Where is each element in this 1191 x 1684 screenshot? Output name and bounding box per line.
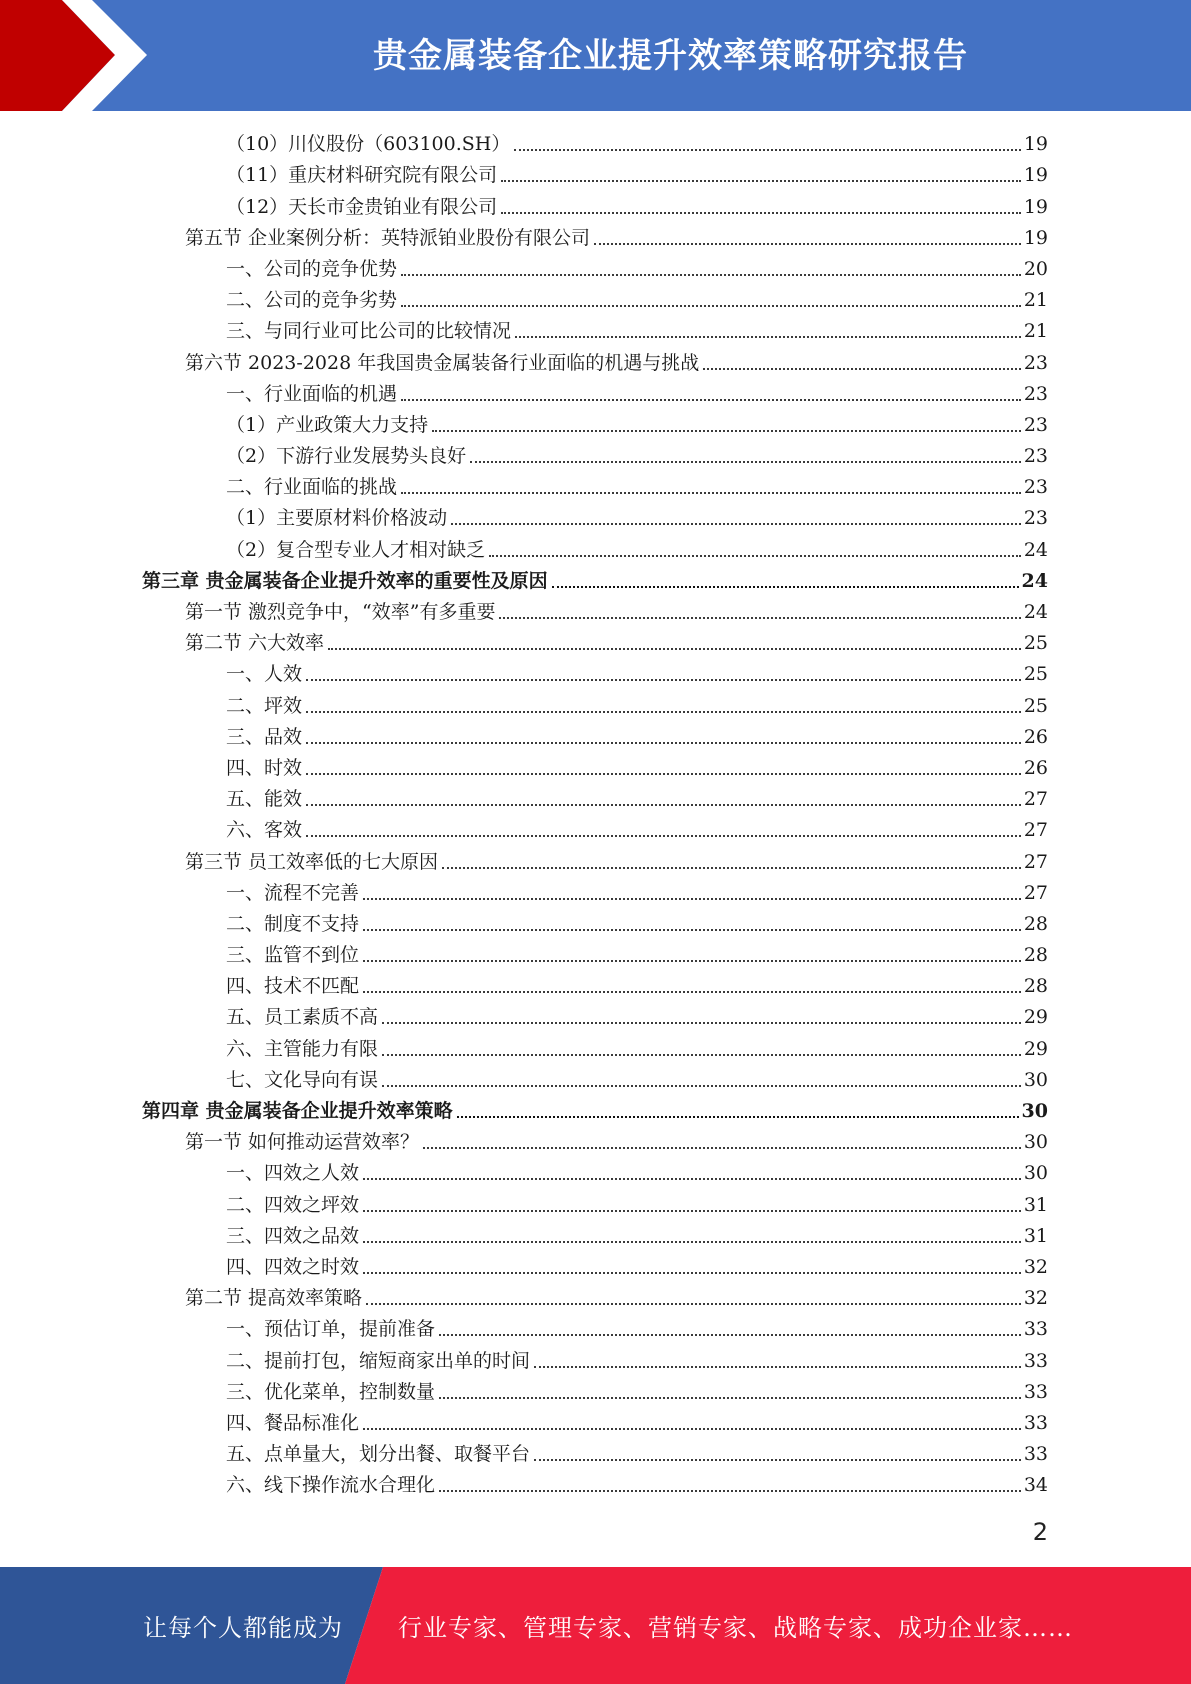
toc-entry[interactable] xyxy=(0,532,1191,563)
toc-entry[interactable] xyxy=(0,938,1191,969)
dot-leader xyxy=(306,804,1021,806)
toc-entry[interactable] xyxy=(0,844,1191,875)
toc-entry-label: 三、监管不到位 xyxy=(226,944,360,967)
toc-entry-label: 三、四效之品效 xyxy=(226,1224,360,1247)
toc-entry-label: 一、人效 xyxy=(226,663,303,686)
toc-entry-label: 第四章 贵金属装备企业提升效率策略 xyxy=(142,1100,453,1122)
toc-entry-page: 21 xyxy=(1023,320,1048,343)
toc-entry-page: 23 xyxy=(1023,476,1048,499)
dot-leader xyxy=(439,1490,1021,1492)
toc-entry-page: 23 xyxy=(1023,445,1048,468)
dot-leader xyxy=(442,867,1021,869)
toc-entry-label: （1）产业政策大力支持 xyxy=(226,413,429,436)
toc-entry-page: 28 xyxy=(1023,912,1048,935)
toc-entry-label: 五、点单量大，划分出餐、取餐平台 xyxy=(226,1443,531,1466)
toc-entry-page: 34 xyxy=(1023,1474,1048,1497)
dot-leader xyxy=(594,243,1021,245)
dot-leader xyxy=(432,430,1021,432)
toc-entry-page: 32 xyxy=(1023,1255,1048,1278)
footer-slogan-left: 让每个人都能成为 xyxy=(143,1614,343,1642)
toc-entry[interactable] xyxy=(0,1281,1191,1312)
toc-entry[interactable] xyxy=(0,1094,1191,1125)
toc-entry-page: 19 xyxy=(1023,226,1048,249)
toc-entry[interactable] xyxy=(0,314,1191,345)
toc-entry-page: 33 xyxy=(1023,1318,1048,1341)
toc-entry[interactable] xyxy=(0,1406,1191,1437)
toc-entry-page: 21 xyxy=(1023,289,1048,312)
dot-leader xyxy=(401,399,1021,401)
toc-entry[interactable] xyxy=(0,345,1191,376)
toc-entry-label: 三、品效 xyxy=(226,725,303,748)
toc-entry[interactable] xyxy=(0,501,1191,532)
toc-entry[interactable] xyxy=(0,1063,1191,1094)
toc-entry-page: 23 xyxy=(1023,507,1048,530)
toc-entry-label: （12）天长市金贵铂业有限公司 xyxy=(226,195,498,218)
toc-entry-label: 一、公司的竞争优势 xyxy=(226,257,398,280)
toc-entry[interactable] xyxy=(0,782,1191,813)
footer-slogan-right: 行业专家、管理专家、营销专家、战略专家、成功企业家…… xyxy=(398,1614,1073,1642)
toc-entry[interactable] xyxy=(0,1375,1191,1406)
toc-entry[interactable] xyxy=(0,439,1191,470)
dot-leader xyxy=(401,492,1021,494)
toc-entry[interactable] xyxy=(0,127,1191,158)
dot-leader xyxy=(451,523,1021,525)
toc-entry-page: 27 xyxy=(1023,881,1048,904)
dot-leader xyxy=(703,368,1021,370)
toc-entry-page: 25 xyxy=(1023,632,1048,655)
dot-leader xyxy=(382,1022,1021,1024)
toc-entry-label: 二、行业面临的挑战 xyxy=(226,476,398,499)
header-arrow-decoration xyxy=(0,0,160,111)
toc-entry-label: 六、线下操作流水合理化 xyxy=(226,1474,436,1497)
page-number: 2 xyxy=(1032,1518,1048,1546)
toc-entry-label: 四、技术不匹配 xyxy=(226,975,360,998)
toc-entry-page: 27 xyxy=(1023,850,1048,873)
report-title: 贵金属装备企业提升效率策略研究报告 xyxy=(373,35,968,76)
toc-entry[interactable] xyxy=(0,1156,1191,1187)
toc-entry-page: 19 xyxy=(1023,164,1048,187)
dot-leader xyxy=(306,835,1021,837)
toc-entry-page: 25 xyxy=(1023,663,1048,686)
toc-entry-page: 33 xyxy=(1023,1443,1048,1466)
toc-entry[interactable] xyxy=(0,720,1191,751)
toc-entry-label: 第六节 2023-2028 年我国贵金属装备行业面临的机遇与挑战 xyxy=(185,351,700,374)
dot-leader xyxy=(489,555,1021,557)
dot-leader xyxy=(401,274,1021,276)
toc-entry-page: 26 xyxy=(1023,756,1048,779)
dot-leader xyxy=(470,461,1021,463)
dot-leader xyxy=(363,1178,1021,1180)
toc-entry[interactable] xyxy=(0,1219,1191,1250)
dot-leader xyxy=(363,1428,1021,1430)
toc-entry-label: （10）川仪股份（603100.SH） xyxy=(226,133,511,156)
toc-entry[interactable] xyxy=(0,1031,1191,1062)
toc-entry[interactable] xyxy=(0,1125,1191,1156)
dot-leader xyxy=(552,586,1019,588)
toc-entry-page: 28 xyxy=(1023,975,1048,998)
toc-entry-label: 二、坪效 xyxy=(226,694,303,717)
dot-leader xyxy=(382,1085,1021,1087)
toc-entry[interactable] xyxy=(0,626,1191,657)
toc-entry-label: 三、优化菜单，控制数量 xyxy=(226,1380,436,1403)
toc-entry[interactable] xyxy=(0,283,1191,314)
toc-entry[interactable] xyxy=(0,688,1191,719)
toc-entry[interactable] xyxy=(0,751,1191,782)
toc-entry-page: 33 xyxy=(1023,1411,1048,1434)
toc-entry-page: 28 xyxy=(1023,944,1048,967)
dot-leader xyxy=(501,212,1021,214)
dot-leader xyxy=(499,617,1020,619)
dot-leader xyxy=(457,1116,1019,1118)
dot-leader xyxy=(328,648,1021,650)
toc-entry-label: 第五节 企业案例分析：英特派铂业股份有限公司 xyxy=(185,226,591,249)
toc-entry-page: 27 xyxy=(1023,819,1048,842)
toc-entry-label: 六、客效 xyxy=(226,819,303,842)
toc-entry-page: 23 xyxy=(1023,351,1048,374)
dot-leader xyxy=(306,742,1021,744)
toc-entry-label: 第一节 如何推动运营效率？ xyxy=(185,1131,420,1154)
toc-entry-label: 二、制度不支持 xyxy=(226,912,360,935)
toc-entry-page: 26 xyxy=(1023,725,1048,748)
toc-entry-label: 三、与同行业可比公司的比较情况 xyxy=(226,320,512,343)
dot-leader xyxy=(439,1397,1021,1399)
toc-entry-page: 24 xyxy=(1023,601,1048,623)
toc-entry-label: （2）下游行业发展势头良好 xyxy=(226,445,467,468)
toc-entry[interactable] xyxy=(0,470,1191,501)
toc-entry-label: 二、四效之坪效 xyxy=(226,1193,360,1216)
toc-entry-label: 四、餐品标准化 xyxy=(226,1411,360,1434)
toc-entry-label: （1）主要原材料价格波动 xyxy=(226,507,448,530)
toc-entry[interactable] xyxy=(0,1250,1191,1281)
dot-leader xyxy=(366,1303,1021,1305)
toc-entry-label: 二、提前打包，缩短商家出单的时间 xyxy=(226,1349,531,1372)
toc-entry-page: 30 xyxy=(1023,1068,1048,1091)
dot-leader xyxy=(423,1147,1021,1149)
toc-entry-page: 23 xyxy=(1023,382,1048,405)
toc-entry-page: 25 xyxy=(1023,694,1048,717)
toc-entry[interactable] xyxy=(0,657,1191,688)
toc-entry[interactable] xyxy=(0,408,1191,439)
dot-leader xyxy=(382,1054,1021,1056)
toc-entry-label: 第二节 提高效率策略 xyxy=(185,1287,363,1310)
dot-leader xyxy=(534,1366,1021,1368)
toc-entry-label: 五、员工素质不高 xyxy=(226,1006,379,1029)
header-banner xyxy=(0,0,1191,111)
dot-leader xyxy=(363,1210,1021,1212)
dot-leader xyxy=(363,1272,1021,1274)
dot-leader xyxy=(501,180,1021,182)
toc-entry[interactable] xyxy=(0,189,1191,220)
toc-entry-page: 32 xyxy=(1023,1287,1048,1310)
dot-leader xyxy=(515,336,1021,338)
toc-entry-label: 一、行业面临的机遇 xyxy=(226,382,398,405)
toc-entry-page: 31 xyxy=(1023,1193,1048,1216)
dot-leader xyxy=(514,149,1020,151)
toc-entry-label: 第三节 员工效率低的七大原因 xyxy=(185,850,439,873)
toc-entry[interactable] xyxy=(0,564,1191,595)
toc-entry[interactable] xyxy=(0,876,1191,907)
toc-entry-page: 29 xyxy=(1023,1006,1048,1029)
toc-entry[interactable] xyxy=(0,158,1191,189)
toc-entry-label: 一、四效之人效 xyxy=(226,1162,360,1185)
dot-leader xyxy=(306,679,1021,681)
toc-entry[interactable] xyxy=(0,252,1191,283)
toc-entry-page: 19 xyxy=(1023,133,1048,156)
toc-entry[interactable] xyxy=(0,969,1191,1000)
toc-entry-label: （11）重庆材料研究院有限公司 xyxy=(226,164,498,187)
toc-entry-label: 一、流程不完善 xyxy=(226,881,360,904)
toc-entry-page: 19 xyxy=(1023,195,1048,218)
toc-entry-label: 四、时效 xyxy=(226,756,303,779)
toc-entry-label: 二、公司的竞争劣势 xyxy=(226,289,398,312)
toc-entry-label: 四、四效之时效 xyxy=(226,1255,360,1278)
table-of-contents xyxy=(0,127,1191,1499)
dot-leader xyxy=(363,991,1021,993)
toc-entry[interactable] xyxy=(0,1312,1191,1343)
toc-entry-page: 33 xyxy=(1023,1349,1048,1372)
dot-leader xyxy=(363,929,1021,931)
dot-leader xyxy=(306,773,1021,775)
toc-entry[interactable] xyxy=(0,377,1191,408)
toc-entry-page: 31 xyxy=(1023,1224,1048,1247)
toc-entry[interactable] xyxy=(0,1343,1191,1374)
toc-entry[interactable] xyxy=(0,1468,1191,1499)
dot-leader xyxy=(363,1241,1021,1243)
toc-entry-page: 29 xyxy=(1023,1037,1048,1060)
toc-entry-label: 七、文化导向有误 xyxy=(226,1068,379,1091)
toc-entry[interactable] xyxy=(0,1437,1191,1468)
toc-entry-label: 第三章 贵金属装备企业提升效率的重要性及原因 xyxy=(142,569,548,592)
dot-leader xyxy=(363,960,1021,962)
dot-leader xyxy=(439,1334,1021,1336)
toc-entry-label: 一、预估订单，提前准备 xyxy=(226,1318,436,1341)
toc-entry-page: 24 xyxy=(1023,538,1048,561)
toc-entry-label: 六、主管能力有限 xyxy=(226,1037,379,1060)
dot-leader xyxy=(534,1459,1021,1461)
toc-entry[interactable] xyxy=(0,595,1191,626)
dot-leader xyxy=(401,305,1021,307)
toc-entry-label: 五、能效 xyxy=(226,788,303,811)
toc-entry-page: 23 xyxy=(1023,413,1048,436)
toc-entry-page: 33 xyxy=(1023,1380,1048,1403)
toc-entry[interactable] xyxy=(0,1187,1191,1218)
toc-entry-page: 24 xyxy=(1021,569,1048,592)
dot-leader xyxy=(363,898,1021,900)
toc-entry-label: （2）复合型专业人才相对缺乏 xyxy=(226,538,486,561)
toc-entry[interactable] xyxy=(0,813,1191,844)
toc-entry-page: 27 xyxy=(1023,788,1048,811)
toc-entry-page: 30 xyxy=(1023,1162,1048,1185)
toc-entry[interactable] xyxy=(0,907,1191,938)
toc-entry[interactable] xyxy=(0,221,1191,252)
toc-entry-label: 第二节 六大效率 xyxy=(185,632,325,655)
toc-entry[interactable] xyxy=(0,1000,1191,1031)
toc-entry-page: 30 xyxy=(1023,1131,1048,1154)
toc-entry-label: 第一节 激烈竞争中，“效率”有多重要 xyxy=(185,601,496,623)
toc-entry-page: 20 xyxy=(1023,257,1048,280)
footer-banner xyxy=(0,1567,1191,1684)
dot-leader xyxy=(306,711,1021,713)
toc-entry-page: 30 xyxy=(1021,1100,1048,1122)
